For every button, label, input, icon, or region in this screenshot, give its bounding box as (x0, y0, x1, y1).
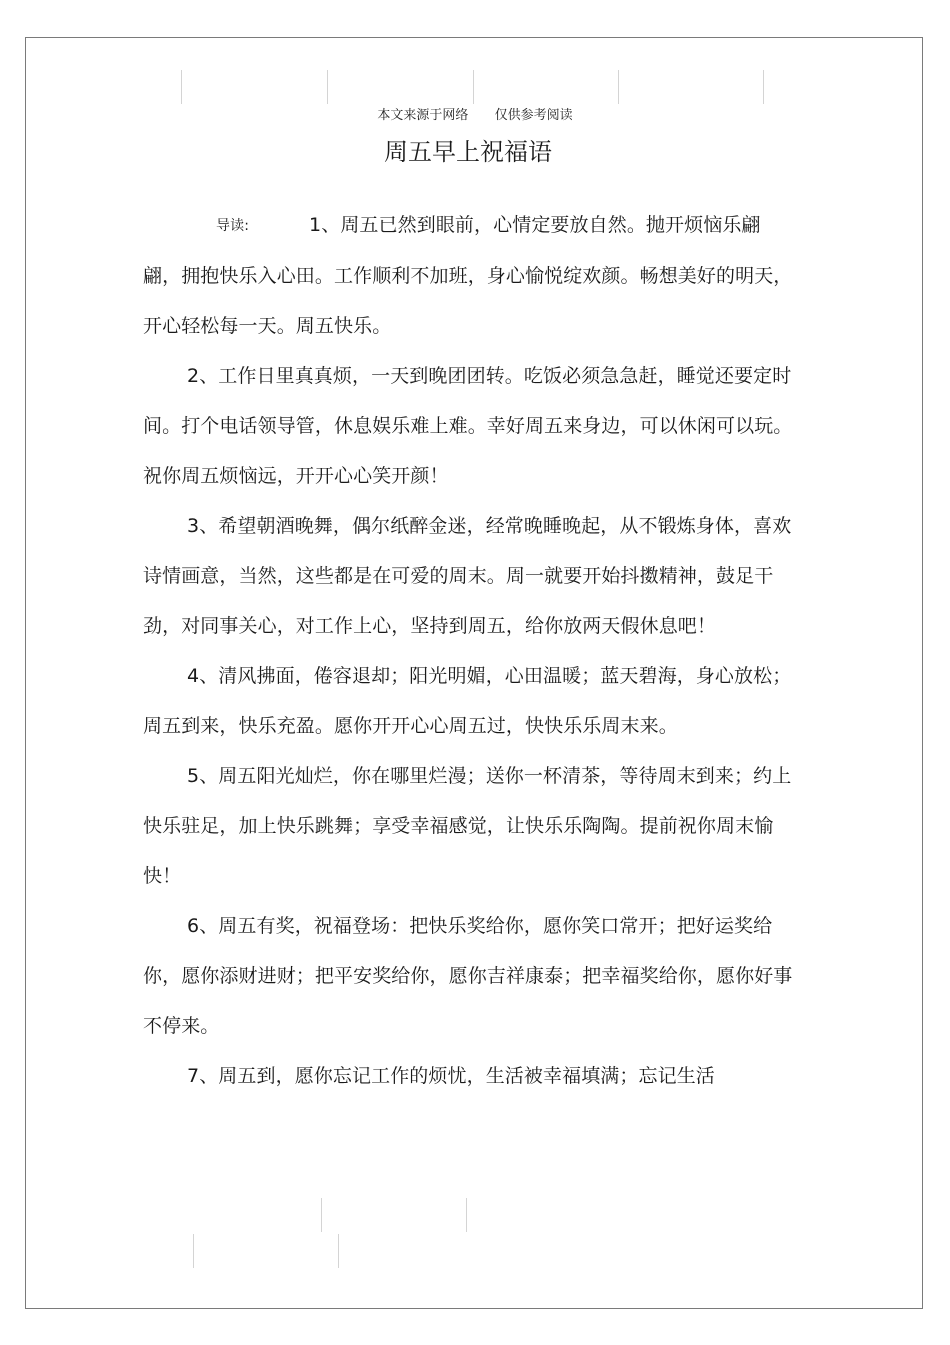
paragraph-4: 4、清风拂面，倦容退却；阳光明媚，心田温暖；蓝天碧海，身心放松；周五到来，快乐充盈。愿你开开心心周五过，快快乐乐周末来。 (143, 665, 792, 737)
paragraph-7: 7、周五到，愿你忘记工作的烦忧，生活被幸福填满；忘记生活 (187, 1065, 715, 1087)
reference-text: 仅供参考阅读 (494, 108, 573, 123)
document-body (143, 200, 793, 1101)
header-divider (181, 70, 182, 104)
header-divider (473, 70, 474, 104)
header-divider (618, 70, 619, 104)
paragraph-2: 2、工作日里真真烦，一天到晚团团转。吃饭必须急急赶，睡觉还要定时间。打个电话领导管，休息娱乐难上难。幸好周五来身边，可以休闲可以玩。祝你周五烦恼远，开开心心笑开颜！ (143, 365, 793, 487)
footer-divider (338, 1234, 339, 1268)
lead-label: 导读: (216, 218, 250, 234)
paragraph-5: 5、周五阳光灿烂，你在哪里烂漫；送你一杯清茶，等待周末到来；约上快乐驻足，加上快乐跳舞；享受幸福感觉，让快乐乐陶陶。提前祝你周末愉快！ (143, 765, 792, 887)
source-note (0, 104, 950, 123)
header-divider (327, 70, 328, 104)
paragraph-1 (143, 200, 793, 351)
document-title: 周五早上祝福语 (384, 138, 552, 166)
header-divider (763, 70, 764, 104)
source-text: 本文来源于网络 (377, 108, 469, 123)
paragraph-3: 3、希望朝酒晚舞，偶尔纸醉金迷，经常晚睡晚起，从不锻炼身体，喜欢诗情画意，当然，这些都是在可爱的周末。周一就要开始抖擞精神，鼓足干劲，对同事关心，对工作上心，坚持到周五，给你放两天假休息吧！ (143, 515, 792, 637)
footer-divider (466, 1198, 467, 1232)
paragraph-6: 6、周五有奖，祝福登场：把快乐奖给你，愿你笑口常开；把好运奖给你，愿你添财进财；把平安奖给你，愿你吉祥康泰；把幸福奖给你，愿你好事不停来。 (143, 915, 793, 1037)
footer-divider (321, 1198, 322, 1232)
footer-divider (193, 1234, 194, 1268)
paragraph-text: 1、周五已然到眼前，心情定要放自然。抛开烦恼乐翩翩，拥抱快乐入心田。工作顺利不加班，身心愉悦绽欢颜。畅想美好的明天，开心轻松每一天。周五快乐。 (143, 214, 793, 337)
